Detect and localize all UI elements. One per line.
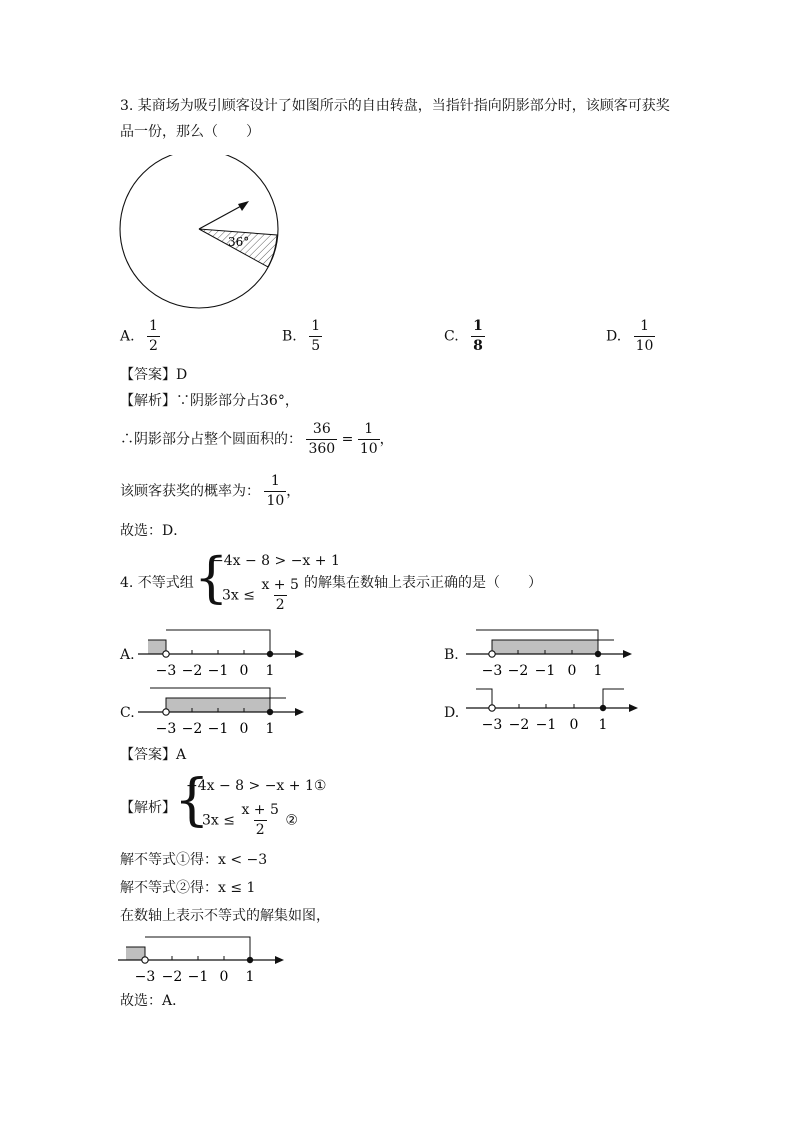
region-bracket [603, 689, 624, 708]
q3-option-c: C. $\frac{1}{8}$ [444, 318, 483, 354]
q4-option-c-letter: C. [120, 705, 135, 721]
open-dot [489, 651, 495, 657]
axis-arrow-icon [629, 704, 638, 712]
tick-label: 1 [265, 721, 275, 737]
q4-option-b-letter: B. [444, 647, 459, 663]
pointer-arrowhead-icon [238, 201, 249, 211]
q4-option-a-letter: A. [120, 647, 135, 663]
closed-dot [247, 957, 253, 963]
tick-label: −3 [481, 717, 503, 733]
closed-dot [267, 651, 273, 657]
tick-label: 1 [265, 663, 275, 679]
open-dot [489, 705, 495, 711]
open-dot [163, 651, 169, 657]
tick-label: 0 [239, 663, 249, 679]
number-line-a [138, 625, 308, 681]
axis-arrow-icon [275, 956, 284, 964]
tick-label: −3 [155, 721, 177, 737]
q4-ineq1: −4x − 8 > −x + 1 [212, 553, 340, 569]
system-brace-2: { [174, 768, 210, 833]
tick-label: −2 [507, 663, 529, 679]
q4-suffix: 的解集在数轴上表示正确的是（ ） [304, 575, 542, 591]
tick-label: 0 [219, 969, 229, 985]
axis-arrow-icon [623, 650, 632, 658]
system-brace-1: { [194, 546, 229, 609]
q3-analysis-line1: 【解析】∵阴影部分占36°， [120, 393, 299, 409]
q3-conclusion: 故选：D． [120, 523, 188, 539]
q3-stem-line2: 品一份，那么（ ） [120, 124, 260, 140]
axis-arrow-icon [295, 708, 304, 716]
q4-solve1: 解不等式①得：x < −3 [120, 852, 268, 868]
q4-solve2: 解不等式②得：x ≤ 1 [120, 880, 256, 896]
tick-label: 1 [593, 663, 603, 679]
tick-label: −3 [155, 663, 177, 679]
open-dot [163, 709, 169, 715]
tick-label: −1 [535, 717, 557, 733]
number-line-c [138, 683, 308, 739]
spinner-figure [110, 155, 300, 315]
tick-label: −2 [181, 663, 203, 679]
tick-label: 0 [569, 717, 579, 733]
q3-answer: 【答案】D [120, 367, 188, 383]
closed-dot [600, 705, 606, 711]
tick-label: −2 [181, 721, 203, 737]
q3-analysis-line3: 该顾客获奖的概率为： $\frac{1}{10}$ ， [120, 473, 301, 509]
open-dot [142, 957, 148, 963]
number-line-b [466, 625, 636, 681]
q3-option-a: A. $\frac{1}{2}$ [120, 318, 158, 354]
axis-arrow-icon [295, 650, 304, 658]
q3-analysis-line2: ∴阴影部分占整个圆面积的： $\frac{36}{360}$ = $\frac{1}{10}$ ， [120, 421, 394, 457]
q4-option-d-letter: D. [444, 705, 460, 721]
q4-sys1: −4x − 8 > −x + 1① [186, 778, 327, 794]
q4-analysis-label: 【解析】 [120, 800, 176, 816]
q4-answer: 【答案】A [120, 747, 187, 763]
q3-stem-line1: 3. 某商场为吸引顾客设计了如图所示的自由转盘，当指针指向阴影部分时，该顾客可获奖 [120, 98, 670, 114]
tick-label: 1 [598, 717, 608, 733]
number-line-d [466, 683, 642, 739]
tick-label: −2 [508, 717, 530, 733]
closed-dot [267, 709, 273, 715]
tick-label: −3 [134, 969, 156, 985]
closed-dot [595, 651, 601, 657]
number-line-solution [118, 933, 288, 987]
q4-prefix: 4. 不等式组 [120, 575, 194, 591]
q3-option-d: D. $\frac{1}{10}$ [606, 318, 654, 354]
tick-label: 1 [245, 969, 255, 985]
tick-label: −2 [161, 969, 183, 985]
q4-conclusion: 故选：A． [120, 993, 187, 1009]
angle-label: 36° [228, 235, 250, 249]
tick-label: 0 [239, 721, 249, 737]
tick-label: −1 [207, 721, 229, 737]
spinner-pointer [199, 205, 243, 229]
tick-label: 0 [567, 663, 577, 679]
tick-label: −3 [481, 663, 503, 679]
spinner-circle [120, 155, 278, 308]
tick-label: −1 [207, 663, 229, 679]
q3-option-b: B. $\frac{1}{5}$ [282, 318, 321, 354]
q4-show: 在数轴上表示不等式的解集如图， [120, 908, 330, 924]
q4-sys2: 3x ≤ $\frac{x + 5}{2}$ ② [202, 802, 298, 838]
tick-label: −1 [187, 969, 209, 985]
tick-label: −1 [534, 663, 556, 679]
q4-ineq2: 3x ≤ $\frac{x + 5}{2}$ [222, 577, 299, 613]
